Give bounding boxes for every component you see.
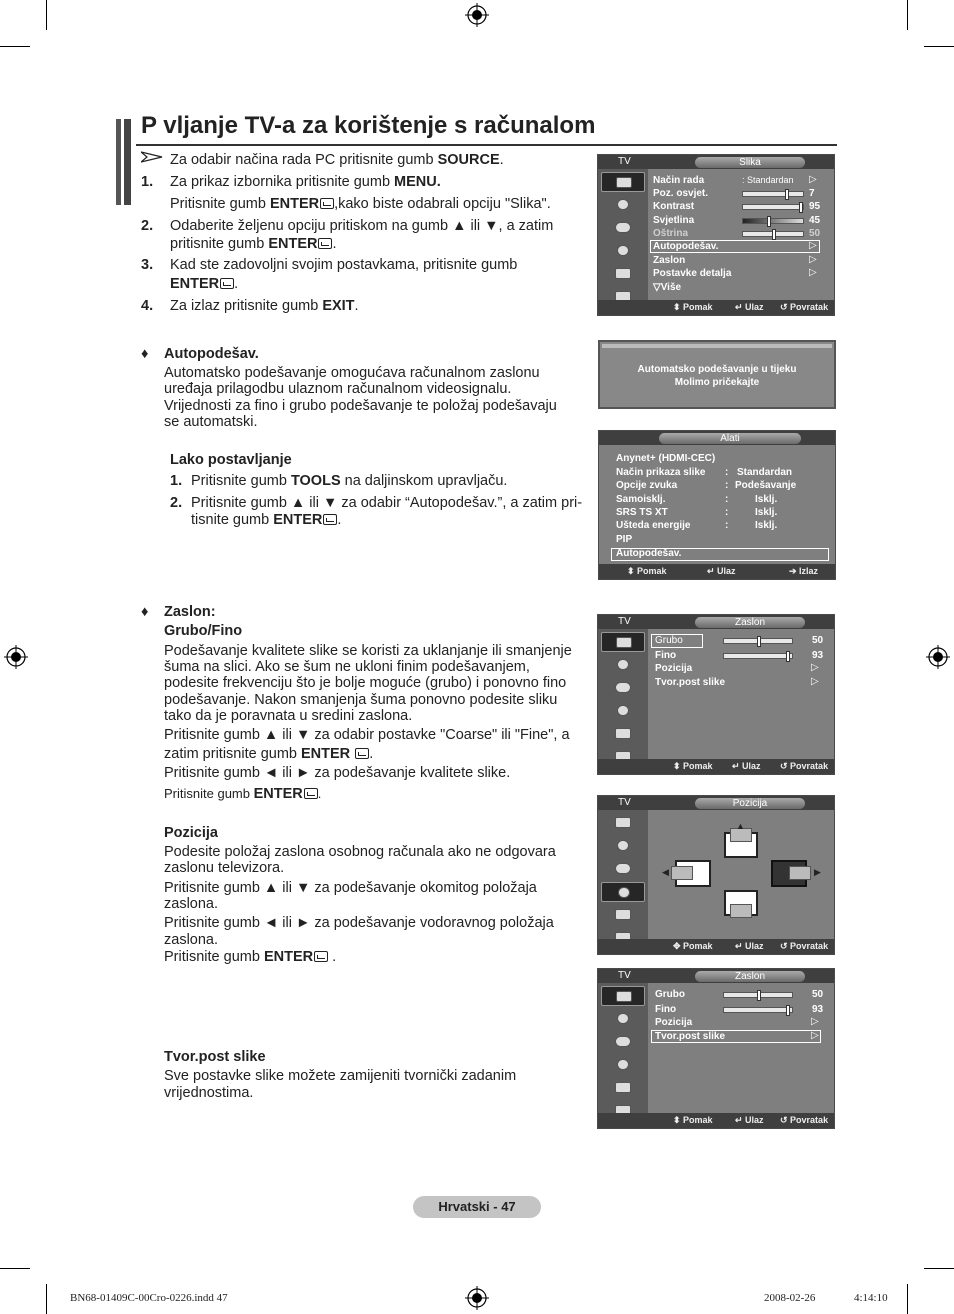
note-arrow-icon bbox=[141, 151, 163, 167]
osd-footer-enter: ↵ Ulaz bbox=[735, 941, 764, 951]
osd-row-value: Isklj. bbox=[755, 507, 778, 518]
zaslon-enter-line: zatim pritisnite gumb ENTER . bbox=[164, 746, 374, 762]
print-date: 2008-02-26 bbox=[764, 1292, 816, 1304]
step-number: 1. bbox=[170, 473, 183, 489]
osd-header bbox=[598, 155, 834, 169]
osd-sidebar bbox=[598, 810, 648, 939]
osd-row-label[interactable]: Tvor.post slike bbox=[655, 1031, 726, 1042]
coarse-slider[interactable] bbox=[723, 992, 793, 998]
bullet: ♦ bbox=[141, 604, 149, 620]
input-menu-icon[interactable] bbox=[601, 264, 645, 284]
zaslon-line: tako da je poravnata u sredini zaslona. bbox=[164, 708, 413, 724]
enter-icon bbox=[323, 514, 337, 525]
osd-footer-enter: ↵ Ulaz bbox=[735, 302, 764, 312]
brightness-slider[interactable] bbox=[742, 218, 804, 224]
slider-knob[interactable] bbox=[786, 651, 790, 662]
right-arrow-icon: ▷ bbox=[809, 174, 817, 185]
osd-row-label[interactable]: Opcije zvuka bbox=[616, 480, 678, 491]
position-down-box[interactable] bbox=[724, 890, 758, 916]
osd-row-label[interactable]: Grubo bbox=[655, 989, 685, 1000]
osd-title: Zaslon bbox=[695, 971, 805, 982]
osd-row-value: 95 bbox=[809, 201, 821, 212]
zaslon-lr-line: Pritisnite gumb ◄ ili ► za podešavanje kvalitete slike. bbox=[164, 765, 511, 781]
auto-line: Automatsko podešavanje omogućava računalnom zaslonu bbox=[164, 365, 540, 381]
osd-footer-move: ✥ Pomak bbox=[673, 941, 713, 951]
osd-footer-back: ↺ Povratak bbox=[780, 1115, 829, 1125]
osd-row-label[interactable]: Način rada bbox=[653, 175, 705, 186]
osd-footer-enter: ↵ Ulaz bbox=[732, 761, 761, 771]
osd-sidebar bbox=[598, 629, 648, 759]
osd-title: Alati bbox=[659, 433, 801, 444]
registration-mark-icon bbox=[465, 3, 489, 27]
osd-auto-adjust-message bbox=[598, 340, 836, 409]
title-underline bbox=[136, 144, 837, 146]
auto-line: se automatski. bbox=[164, 414, 258, 430]
crop-mark bbox=[924, 1268, 954, 1269]
osd-footer-back: ↺ Povratak bbox=[780, 302, 829, 312]
position-right-box[interactable] bbox=[771, 860, 807, 887]
right-arrow-icon: ▷ bbox=[809, 254, 817, 265]
osd-row-label[interactable]: Grubo bbox=[655, 635, 683, 646]
osd-picture-menu bbox=[597, 154, 835, 316]
enter-icon bbox=[314, 951, 328, 962]
osd-row-label[interactable]: Samoisklj. bbox=[616, 494, 666, 505]
step1-line: Za prikaz izbornika pritisnite gumb MENU. bbox=[170, 174, 441, 190]
osd-row-label[interactable]: Svjetlina bbox=[653, 215, 695, 226]
step2-line2: pritisnite gumb ENTER . bbox=[170, 236, 337, 252]
zaslon-line: podešavanje. Nakon smanjenja šuma ponovno podesite sliku bbox=[164, 692, 558, 708]
step-number: 3. bbox=[141, 257, 154, 273]
crop-mark bbox=[907, 1284, 908, 1314]
osd-row-label[interactable]: Zaslon bbox=[653, 255, 686, 266]
osd-title: Zaslon bbox=[695, 617, 805, 628]
osd-footer-enter: ↵ Ulaz bbox=[735, 1115, 764, 1125]
slider-knob[interactable] bbox=[757, 990, 761, 1001]
channel-menu-icon[interactable] bbox=[601, 678, 645, 698]
osd-screen-menu-reset bbox=[597, 968, 835, 1129]
right-arrow-icon[interactable]: ▶ bbox=[814, 867, 821, 877]
osd-row-sep: : bbox=[725, 520, 729, 531]
crop-mark bbox=[0, 46, 30, 47]
sharpness-slider[interactable] bbox=[742, 231, 804, 237]
osd-title: Slika bbox=[695, 157, 805, 168]
picture-menu-icon[interactable] bbox=[601, 172, 645, 192]
left-arrow-icon[interactable]: ◀ bbox=[662, 867, 669, 877]
osd-position-menu bbox=[597, 795, 835, 955]
osd-tv-label: TV bbox=[618, 616, 631, 627]
setup-menu-icon[interactable] bbox=[601, 241, 645, 261]
step1b-line: Pritisnite gumb ENTER ,kako biste odabrali opciju "Slika". bbox=[170, 196, 551, 212]
zaslon-line: Podešavanje kvalitete slike se koristi za uklanjanje ili smanjenje bbox=[164, 643, 572, 659]
step4-line: Za izlaz pritisnite gumb EXIT. bbox=[170, 298, 359, 314]
osd-header bbox=[598, 969, 834, 983]
osd-sidebar bbox=[598, 169, 648, 300]
title-accent-bar bbox=[124, 119, 131, 205]
zaslon-line: Pritisnite gumb ▲ ili ▼ za odabir postavke "Coarse" ili "Fine", a bbox=[164, 727, 570, 743]
page-title: P vljanje TV-a za korištenje s računalom bbox=[141, 112, 596, 139]
osd-row-label[interactable]: Fino bbox=[655, 650, 677, 661]
right-arrow-icon: ▷ bbox=[809, 240, 817, 251]
backlight-slider[interactable] bbox=[742, 191, 804, 197]
crop-mark bbox=[924, 46, 954, 47]
step2-line1: Odaberite željenu opciju pritiskom na gumb ▲ ili ▼, a zatim bbox=[170, 218, 554, 234]
osd-row-label[interactable]: Anynet+ (HDMI-CEC) bbox=[616, 453, 716, 464]
easy-heading: Lako postavljanje bbox=[170, 452, 292, 468]
channel-menu-icon[interactable] bbox=[601, 859, 645, 879]
crop-mark bbox=[46, 0, 47, 30]
registration-mark-icon bbox=[926, 645, 950, 669]
osd-footer bbox=[598, 939, 834, 954]
crop-mark bbox=[46, 1284, 47, 1314]
osd-row-value: : Standardan bbox=[742, 175, 794, 185]
enter-icon bbox=[320, 198, 334, 209]
osd-row-label[interactable]: Oštrina bbox=[653, 228, 689, 239]
right-arrow-icon: ▷ bbox=[811, 1016, 819, 1027]
message-top-rule bbox=[602, 344, 832, 348]
pozicija-line: zaslona. bbox=[164, 932, 219, 948]
enter-icon bbox=[304, 788, 318, 799]
contrast-slider[interactable] bbox=[742, 204, 804, 210]
slider-knob[interactable] bbox=[799, 202, 803, 213]
osd-row-label[interactable]: Način prikaza slike bbox=[616, 467, 706, 478]
osd-row-value: 50 bbox=[809, 228, 821, 239]
tvor-line: vrijednostima. bbox=[164, 1085, 254, 1101]
osd-row-value: Standardan bbox=[737, 467, 793, 478]
osd-header bbox=[598, 615, 834, 629]
osd-row-label[interactable]: SRS TS XT bbox=[616, 507, 668, 518]
note-line: Za odabir načina rada PC pritisnite gumb SOURCE. bbox=[170, 152, 504, 168]
sub-heading: Pozicija bbox=[164, 825, 218, 841]
auto-line: uređaja prilagodbu ulaznom računalnom videosignalu. bbox=[164, 381, 512, 397]
osd-row-value: Podešavanje bbox=[735, 480, 797, 491]
enter-icon bbox=[220, 278, 234, 289]
slider-knob[interactable] bbox=[757, 636, 761, 647]
auto-line: Vrijednosti za fino i grubo podešavanje te položaj podešavaju bbox=[164, 398, 557, 414]
osd-sidebar bbox=[598, 983, 648, 1113]
easy1-line: Pritisnite gumb TOOLS na daljinskom upravljaču. bbox=[191, 473, 508, 489]
pozicija-line: Pritisnite gumb ◄ ili ► za podešavanje vodoravnog položaja bbox=[164, 915, 554, 931]
osd-row-value: 93 bbox=[812, 650, 824, 661]
tvor-line: Sve postavke slike možete zamijeniti tvornički zadanim bbox=[164, 1068, 517, 1084]
zaslon-small-line: Pritisnite gumb ENTER . bbox=[164, 786, 322, 802]
osd-row-label[interactable]: Fino bbox=[655, 1004, 677, 1015]
osd-row-label[interactable]: PIP bbox=[616, 534, 633, 545]
step3-line2: ENTER . bbox=[170, 276, 239, 292]
slider-knob[interactable] bbox=[767, 216, 771, 227]
osd-row-label[interactable]: Autopodešav. bbox=[653, 241, 719, 252]
sub-heading: Grubo/Fino bbox=[164, 623, 243, 639]
osd-row-sep: : bbox=[725, 467, 729, 478]
osd-row-value: 93 bbox=[812, 1004, 824, 1015]
easy2-line1: Pritisnite gumb ▲ ili ▼ za odabir “Autopodešav.”, a zatim pri- bbox=[191, 495, 583, 511]
step-number: 2. bbox=[170, 495, 183, 511]
osd-header bbox=[598, 796, 834, 810]
section-heading: Zaslon: bbox=[164, 604, 216, 620]
zaslon-line: podesite frekvenciju što je bolje moguće (grubo) i ponovno fino bbox=[164, 675, 567, 691]
fine-slider[interactable] bbox=[723, 653, 793, 659]
picture-menu-icon[interactable] bbox=[601, 813, 645, 833]
osd-tv-label: TV bbox=[618, 156, 631, 167]
osd-tv-label: TV bbox=[618, 797, 631, 808]
easy2-line2: tisnite gumb ENTER . bbox=[191, 512, 342, 528]
input-menu-icon[interactable] bbox=[601, 724, 645, 744]
pozicija-line: Podesite položaj zaslona osobnog računala ako ne odgovara bbox=[164, 844, 556, 860]
osd-footer-back: ↺ Povratak bbox=[780, 761, 829, 771]
position-down-screen bbox=[730, 904, 752, 918]
slider-knob[interactable] bbox=[772, 229, 776, 240]
position-left-screen bbox=[671, 866, 693, 880]
crop-mark bbox=[907, 0, 908, 30]
enter-icon bbox=[355, 748, 369, 759]
setup-menu-icon[interactable] bbox=[601, 882, 645, 902]
up-arrow-icon[interactable]: ▲ bbox=[736, 821, 745, 831]
osd-footer bbox=[598, 300, 834, 315]
picture-menu-icon[interactable] bbox=[601, 632, 645, 652]
osd-tools-menu bbox=[598, 430, 836, 580]
osd-row-value: Isklj. bbox=[755, 520, 778, 531]
osd-row-value: 7 bbox=[809, 188, 815, 199]
page-number-badge: Hrvatski - 47 bbox=[413, 1196, 541, 1218]
pozicija-line: zaslonu televizora. bbox=[164, 860, 285, 876]
channel-menu-icon[interactable] bbox=[601, 218, 645, 238]
osd-row-label[interactable]: Pozicija bbox=[655, 1017, 693, 1028]
pozicija-line: zaslona. bbox=[164, 896, 219, 912]
position-up-box[interactable] bbox=[724, 832, 758, 858]
osd-row-label[interactable]: Poz. osvjet. bbox=[653, 188, 709, 199]
osd-row-label[interactable]: Autopodešav. bbox=[616, 548, 682, 559]
osd-footer bbox=[598, 1113, 834, 1128]
message-line: Molimo pričekajte bbox=[674, 377, 760, 388]
fine-slider[interactable] bbox=[723, 1007, 793, 1013]
osd-footer-move: ⬍ Pomak bbox=[627, 566, 667, 576]
setup-menu-icon[interactable] bbox=[601, 1055, 645, 1075]
right-arrow-icon: ▷ bbox=[811, 662, 819, 673]
osd-footer bbox=[599, 564, 835, 579]
osd-row-value: 50 bbox=[812, 635, 824, 646]
sound-menu-icon[interactable] bbox=[601, 195, 645, 215]
osd-header bbox=[599, 431, 835, 445]
osd-footer-exit: ➔ Izlaz bbox=[789, 566, 819, 576]
slider-knob[interactable] bbox=[786, 1005, 790, 1016]
osd-footer-back: ↺ Povratak bbox=[780, 941, 829, 951]
osd-tv-label: TV bbox=[618, 970, 631, 981]
osd-row-label[interactable]: Ušteda energije bbox=[616, 520, 691, 531]
osd-row-value: 50 bbox=[812, 989, 824, 1000]
coarse-slider[interactable] bbox=[723, 638, 793, 644]
bullet: ♦ bbox=[141, 346, 149, 362]
osd-screen-menu bbox=[597, 614, 835, 775]
enter-icon bbox=[318, 238, 332, 249]
crop-mark bbox=[0, 1268, 30, 1269]
pozicija-enter-line: Pritisnite gumb ENTER . bbox=[164, 949, 337, 965]
osd-row-label[interactable]: Postavke detalja bbox=[653, 268, 732, 279]
osd-footer-move: ⬍ Pomak bbox=[673, 1115, 713, 1125]
step-number: 1. bbox=[141, 174, 154, 190]
osd-row-sep: : bbox=[725, 494, 729, 505]
osd-footer-move: ⬍ Pomak bbox=[673, 761, 713, 771]
zaslon-line: šuma na slici. Ako se šum ne ukloni finim podešavanjem, bbox=[164, 659, 530, 675]
picture-menu-icon[interactable] bbox=[601, 986, 645, 1006]
osd-row-sep: : bbox=[725, 480, 729, 491]
osd-footer-move: ⬍ Pomak bbox=[673, 302, 713, 312]
osd-row-value: Isklj. bbox=[755, 494, 778, 505]
channel-menu-icon[interactable] bbox=[601, 1032, 645, 1052]
position-left-box[interactable] bbox=[675, 860, 711, 887]
osd-title: Pozicija bbox=[695, 798, 805, 809]
sound-menu-icon[interactable] bbox=[601, 655, 645, 675]
section-heading: Autopodešav. bbox=[164, 346, 259, 362]
input-menu-icon[interactable] bbox=[601, 1078, 645, 1098]
osd-row-label[interactable]: Kontrast bbox=[653, 201, 695, 212]
osd-footer-enter: ↵ Ulaz bbox=[707, 566, 736, 576]
right-arrow-icon: ▷ bbox=[811, 1030, 819, 1041]
sub-heading: Tvor.post slike bbox=[164, 1049, 266, 1065]
pozicija-line: Pritisnite gumb ▲ ili ▼ za podešavanje okomitog položaja bbox=[164, 880, 537, 896]
step3-line1: Kad ste zadovoljni svojim postavkama, pritisnite gumb bbox=[170, 257, 518, 273]
osd-footer bbox=[598, 759, 834, 774]
registration-mark-icon bbox=[4, 645, 28, 669]
message-line: Automatsko podešavanje u tijeku bbox=[637, 364, 797, 375]
print-time: 4:14:10 bbox=[854, 1292, 888, 1304]
print-file-name: BN68-01409C-00Cro-0226.indd 47 bbox=[70, 1292, 228, 1304]
title-accent-bar bbox=[116, 119, 121, 205]
step-number: 2. bbox=[141, 218, 154, 234]
osd-row-label[interactable]: Tvor.post slike bbox=[655, 677, 726, 688]
position-right-screen bbox=[789, 866, 811, 880]
setup-menu-icon[interactable] bbox=[601, 701, 645, 721]
right-arrow-icon: ▷ bbox=[811, 676, 819, 687]
registration-mark-icon bbox=[465, 1286, 489, 1310]
step-number: 4. bbox=[141, 298, 154, 314]
osd-row-value: 45 bbox=[809, 215, 821, 226]
input-menu-icon[interactable] bbox=[601, 905, 645, 925]
osd-row-label[interactable]: Pozicija bbox=[655, 663, 693, 674]
osd-row-sep: : bbox=[725, 507, 729, 518]
sound-menu-icon[interactable] bbox=[601, 1009, 645, 1029]
osd-row-label[interactable]: ▽Više bbox=[653, 282, 682, 293]
slider-knob[interactable] bbox=[785, 189, 789, 200]
right-arrow-icon: ▷ bbox=[809, 267, 817, 278]
sound-menu-icon[interactable] bbox=[601, 836, 645, 856]
